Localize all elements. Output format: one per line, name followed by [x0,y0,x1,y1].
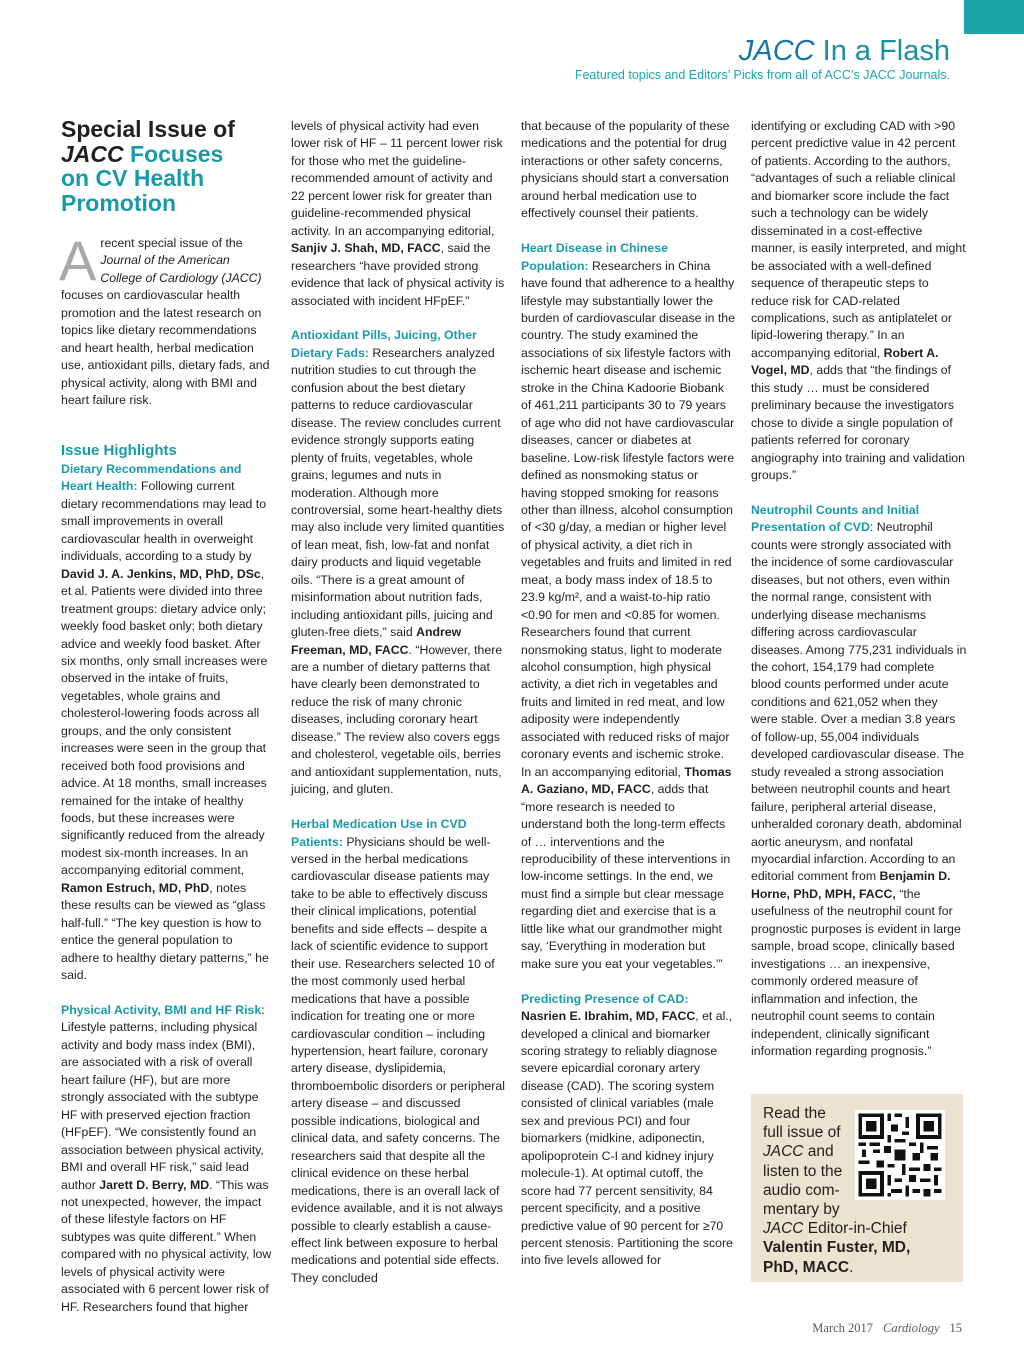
text-run: levels of physical activity had even lower risk of HF – 11 percent lower risk for those who met the guideline-recommended amount of activity and 22 percent lower risk for greater than guideline-recommended physical activity. In an accompanying editorial, [291,119,503,238]
title-teal-1: Focuses [123,140,224,167]
author-berry: Jarett D. Berry, MD [99,1177,210,1192]
callout-line: mentary by [763,1201,840,1219]
text-run: Lifestyle patterns, including physical activity and body mass index (BMI), are associated with a risk of overall heart failure (HF), but are more strongly associated with the subtype HF with preserved ejection fraction (HFpEF). “We consistently found an association between physical activity, BMI and overall HF risk,” said lead author [61,1020,264,1192]
editor-estruch: Ramon Estruch, MD, PhD [61,880,210,895]
issue-highlights-heading: Issue Highlights [61,441,177,459]
footer-date: March 2017 [812,1321,874,1335]
text-run: : [261,1003,265,1017]
title-line-1: Special Issue of [61,116,235,142]
heading-antioxidant-pills: Antioxidant Pills, Juicing, Other Dietary Fads: [291,328,477,360]
heading-herbal-medication: Herbal Medication Use in CVD Patients: [291,817,467,849]
title-teal-3: Promotion [61,189,176,216]
col2-paragraph-3 [291,816,505,1287]
callout-line: full issue of [763,1124,841,1142]
text-run: , et al., developed a clinical and biomarker scoring strategy to reliably diagnose severe epicardial coronary artery disease (CAD). The scoring system consisted of clinical variables (male sex and previous PCI) and four biomarkers (midkine, adiponectin, apolipoprotein C-I and kidney injury molecule-1). At optimal cutoff, the score had 77 percent sensitivity, 84 percent specificity, and a positive predictive value of 90 percent for ≥70 percent stenosis. Partitioning the score into five levels allowed for [521,1009,733,1268]
callout-line: . [849,1258,854,1276]
article-title [61,117,273,215]
text-run: , notes these results can be viewed as “glass half-full.” “The key question is how to entice the general population to adhere to healthy dietary patterns,” he said. [61,880,269,983]
intro-line-3: College of Cardiology (JACC) [100,270,262,285]
text-run: Following current dietary recommendations may lead to small improvements in overall cardiovascular health in overweight individuals, according to a study by [61,479,267,564]
column-1 [61,117,273,1316]
callout-editor-name: Valentin Fuster, MD, [763,1239,911,1257]
author-freeman: Andrew Freeman, MD, FACC [291,625,462,657]
corner-tab [964,0,1024,34]
text-run: Physicians should be well-versed in the herbal medications cardiovascular disease patients may take to be able to effectively discuss their clinical implications, potential benefits and side effects – despite a lack of scientific evidence to support their use. Researchers selected 10 of the most commonly used herbal medications that have a possible indication for treating one or more cardiovascular condition – including hypertension, heart failure, coronary artery disease, dyslipidemia, thromboembolic disorders or peripheral artery disease – and discussed possible indications, biological and clinical data, and safety concerns. The researchers said that despite all the clinical evidence on these herbal medications, there is an overall lack of evidence available, and it is not always possible to clearly establish a cause-effect link between exposure to herbal medications and potential side effects. They concluded [291,834,505,1285]
editor-vogel: Robert A. Vogel, MD [751,345,939,378]
column-4 [751,118,967,1060]
col4-paragraph-1 [751,118,967,485]
editor-shah: Sanjiv J. Shah, MD, FACC [291,241,441,256]
column-2 [291,118,505,1287]
heading-predicting-cad: Predicting Presence of CAD: [521,991,689,1006]
col2-paragraph-2 [291,327,505,798]
masthead-brand: JACC [738,35,815,67]
intro-paragraph [59,229,273,410]
masthead [575,34,950,82]
heading-chinese-population: Heart Disease in Chinese Population: [521,241,668,273]
col3-paragraph-2 [521,240,735,973]
heading-physical-activity: Physical Activity, BMI and HF Risk [61,1003,262,1017]
callout-journal: JACC [763,1143,804,1161]
callout-line: Editor-in-Chief [803,1220,907,1238]
heading-neutrophil-counts: Neutrophil Counts and Initial Presentation of CVD [751,502,920,535]
page-number: 15 [949,1321,962,1335]
text-run: , et al. Patients were divided into three treatment groups: dietary advice only; weekly food basket only; both dietary advice and weekly food basket. After six months, only small increases were observed in the intake of fruits, vegetables, whole grains and cholesterol-lowering foods across all groups, and the only consistent increases were seen in the group that received both food provisions and advice. At 18 months, small increases remained for the intake of healthy foods, but these increases were significantly reduced from the already modest six-month increases. In an accompanying editorial comment, [61,566,268,878]
column-3 [521,118,735,1270]
text-run: Researchers analyzed nutrition studies to cut through the confusion about the best dietary patterns to reduce cardiovascular disease. The review concludes current evidence strongly supports eating plenty of fruits, vegetables, whole grains, legumes and nuts in moderation. Although more controversial, some heart-healthy diets may also include very limited quantities of lean meat, fish, low-fat and nonfat dairy products and liquid vegetable oils. “There is a great amount of misinformation about nutrition fads, including antioxidant pills, juicing and gluten-free diets,” said [291,345,505,640]
editor-gaziano: Thomas A. Gaziano, MD, FACC [521,764,732,797]
text-run: “the usefulness of the neutrophil count for prognostic purposes is evident in large sample, broad scope, clinically based investigations … an inexpensive, commonly ordered measure of inflammation and infection, the neutrophil count seems to contain independent, clinically significant information regarding prognosis.” [751,886,961,1058]
drop-cap: A [59,229,97,292]
col3-paragraph-3 [521,991,735,1270]
col1-paragraph-2 [61,1002,273,1316]
text-run: , said the researchers “have provided strong evidence that lack of physical activity is associated with incident HFpEF.” [291,241,505,308]
text-run: . “However, there are a number of dietary patterns that have clearly been demonstrated to reduce the risk of many chronic diseases, including coronary heart disease.” The review also covers eggs and cholesterol, vegetable oils, berries and antioxidant supplementation, nuts, juicing, and gluten. [291,642,503,797]
masthead-title [575,34,950,68]
heading-dietary-recommendations: Dietary Recommendations and Heart Health: [61,461,242,494]
callout-journal: JACC [763,1220,804,1238]
intro-line-4: focuses on cardiovascular health promotion and the latest research on topics like dietary recommendations and heart health, herbal medication use, antioxidant pills, dietary fads, and physical activity, along with BMI and heart failure risk. [61,288,270,408]
text-run: . “This was not unexpected, however, the impact of these lifestyle factors on HF subtypes was quite different.” When compared with no physical activity, low levels of physical activity were associated with 6 percent lower risk of HF. Researchers found that higher [61,1177,272,1314]
text-run: Neutrophil counts were strongly associated with the incidence of some cardiovascular diseases, but not others, even within the normal range, consistent with underlying disease mechanisms differing across cardiovascular diseases. Among 775,231 individuals in the cohort, 154,179 had complete blood counts performed under acute conditions and 621,052 when they were stable. Over a median 3.8 years of follow-up, 55,004 individuals developed cardiovascular disease. The study revealed a strong association between neutrophil counts and heart failure, peripheral arterial disease, unheralded coronary death, abdominal aortic aneurysm, and nonfatal myocardial infarction. According to an editorial comment from [751,520,967,884]
footer-magazine: Cardiology [883,1321,940,1335]
callout-line: Read the [763,1105,826,1122]
masthead-title-rest: In a Flash [814,35,950,67]
title-teal-2: on CV Health [61,165,205,191]
masthead-subtitle: Featured topics and Editors’ Picks from all of ACC’s JACC Journals. [574,68,950,82]
intro-line-2: Journal of the American [100,253,230,268]
callout-line: listen to the [763,1162,843,1180]
text-run: Researchers in China have found that adherence to a healthy lifestyle may substantially lower the burden of cardiovascular disease in the country. The study examined the associations of six lifestyle factors with ischemic heart disease and ischemic stroke in the China Kadoorie Biobank of 461,211 participants 30 to 79 years of age who did not have cardiovascular diseases, cancer or diabetes at baseline. Low-risk lifestyle factors were defined as nonsmoking status or having stopped smoking for reasons other than illness, alcohol consumption of <30 g/day, a median or higher level of physical activity, a diet rich in vegetables and fruits and limited in red meat, a body mass index of 18.5 to 23.9 kg/m², and a waist-to-hip ratio <0.90 for men and <0.85 for women. Researchers found that current nonsmoking status, light to moderate alcohol consumption, high physical activity, a diet rich in vegetables and fruits and limited in red meat, and low adiposity were independently associated with reduced risks of major coronary events and ischemic stroke. In an accompanying editorial, [521,258,735,779]
callout-editor-name: PhD, MACC [763,1258,850,1276]
qr-code-icon[interactable] [855,1110,945,1200]
callout-line: audio com- [763,1181,840,1199]
col4-paragraph-2 [751,502,967,1061]
page-footer [812,1321,962,1336]
author-ibrahim: Nasrien E. Ibrahim, MD, FACC [521,1009,696,1024]
text-run: identifying or excluding CAD with >90 percent predictive value in 42 percent of patients. According to the authors, “advantages of such a reliable clinical and biomarker score include the fact such a technology can be widely disseminated in a cost-effective manner, is easily interpreted, and might be associated with a well-defined sequence of therapeutic steps to reduce risk for CAD-related complications, such as antiplatelet or lipid-lowering therapy.” In an accompanying editorial, [751,119,966,360]
col3-paragraph-1: that because of the popularity of these medications and the potential for drug interactions or other safety concerns, physicians should start a conversation around herbal medication use to effectively counsel their patients. [521,119,730,221]
col2-paragraph-1 [291,118,505,310]
callout-line: and [803,1143,834,1161]
read-full-issue-callout [751,1094,963,1282]
col1-paragraph-1 [61,461,273,985]
editor-horne: Benjamin D. Horne, PhD, MPH, FACC, [751,869,951,901]
title-journal: JACC [61,140,124,167]
intro-line-1: recent special issue of the [100,236,243,250]
text-run: : [869,520,874,535]
text-run: , adds that “more research is needed to understand both the long-term effects of … interventions and the reproducibility of these interventions in low-income settings. In the end, we must find a simple but clear message regarding diet and exercise that is a little like what our grandmother might say, ‘Everything in moderation but make sure you eat your vegetables.’” [521,782,731,971]
text-run: , adds that “the findings of this study … must be considered preliminary because the investigators chose to divide a single population of patients referred for coronary angiography into training and validation groups.” [751,363,965,483]
author-jenkins: David J. A. Jenkins, MD, PhD, DSc [61,566,261,581]
